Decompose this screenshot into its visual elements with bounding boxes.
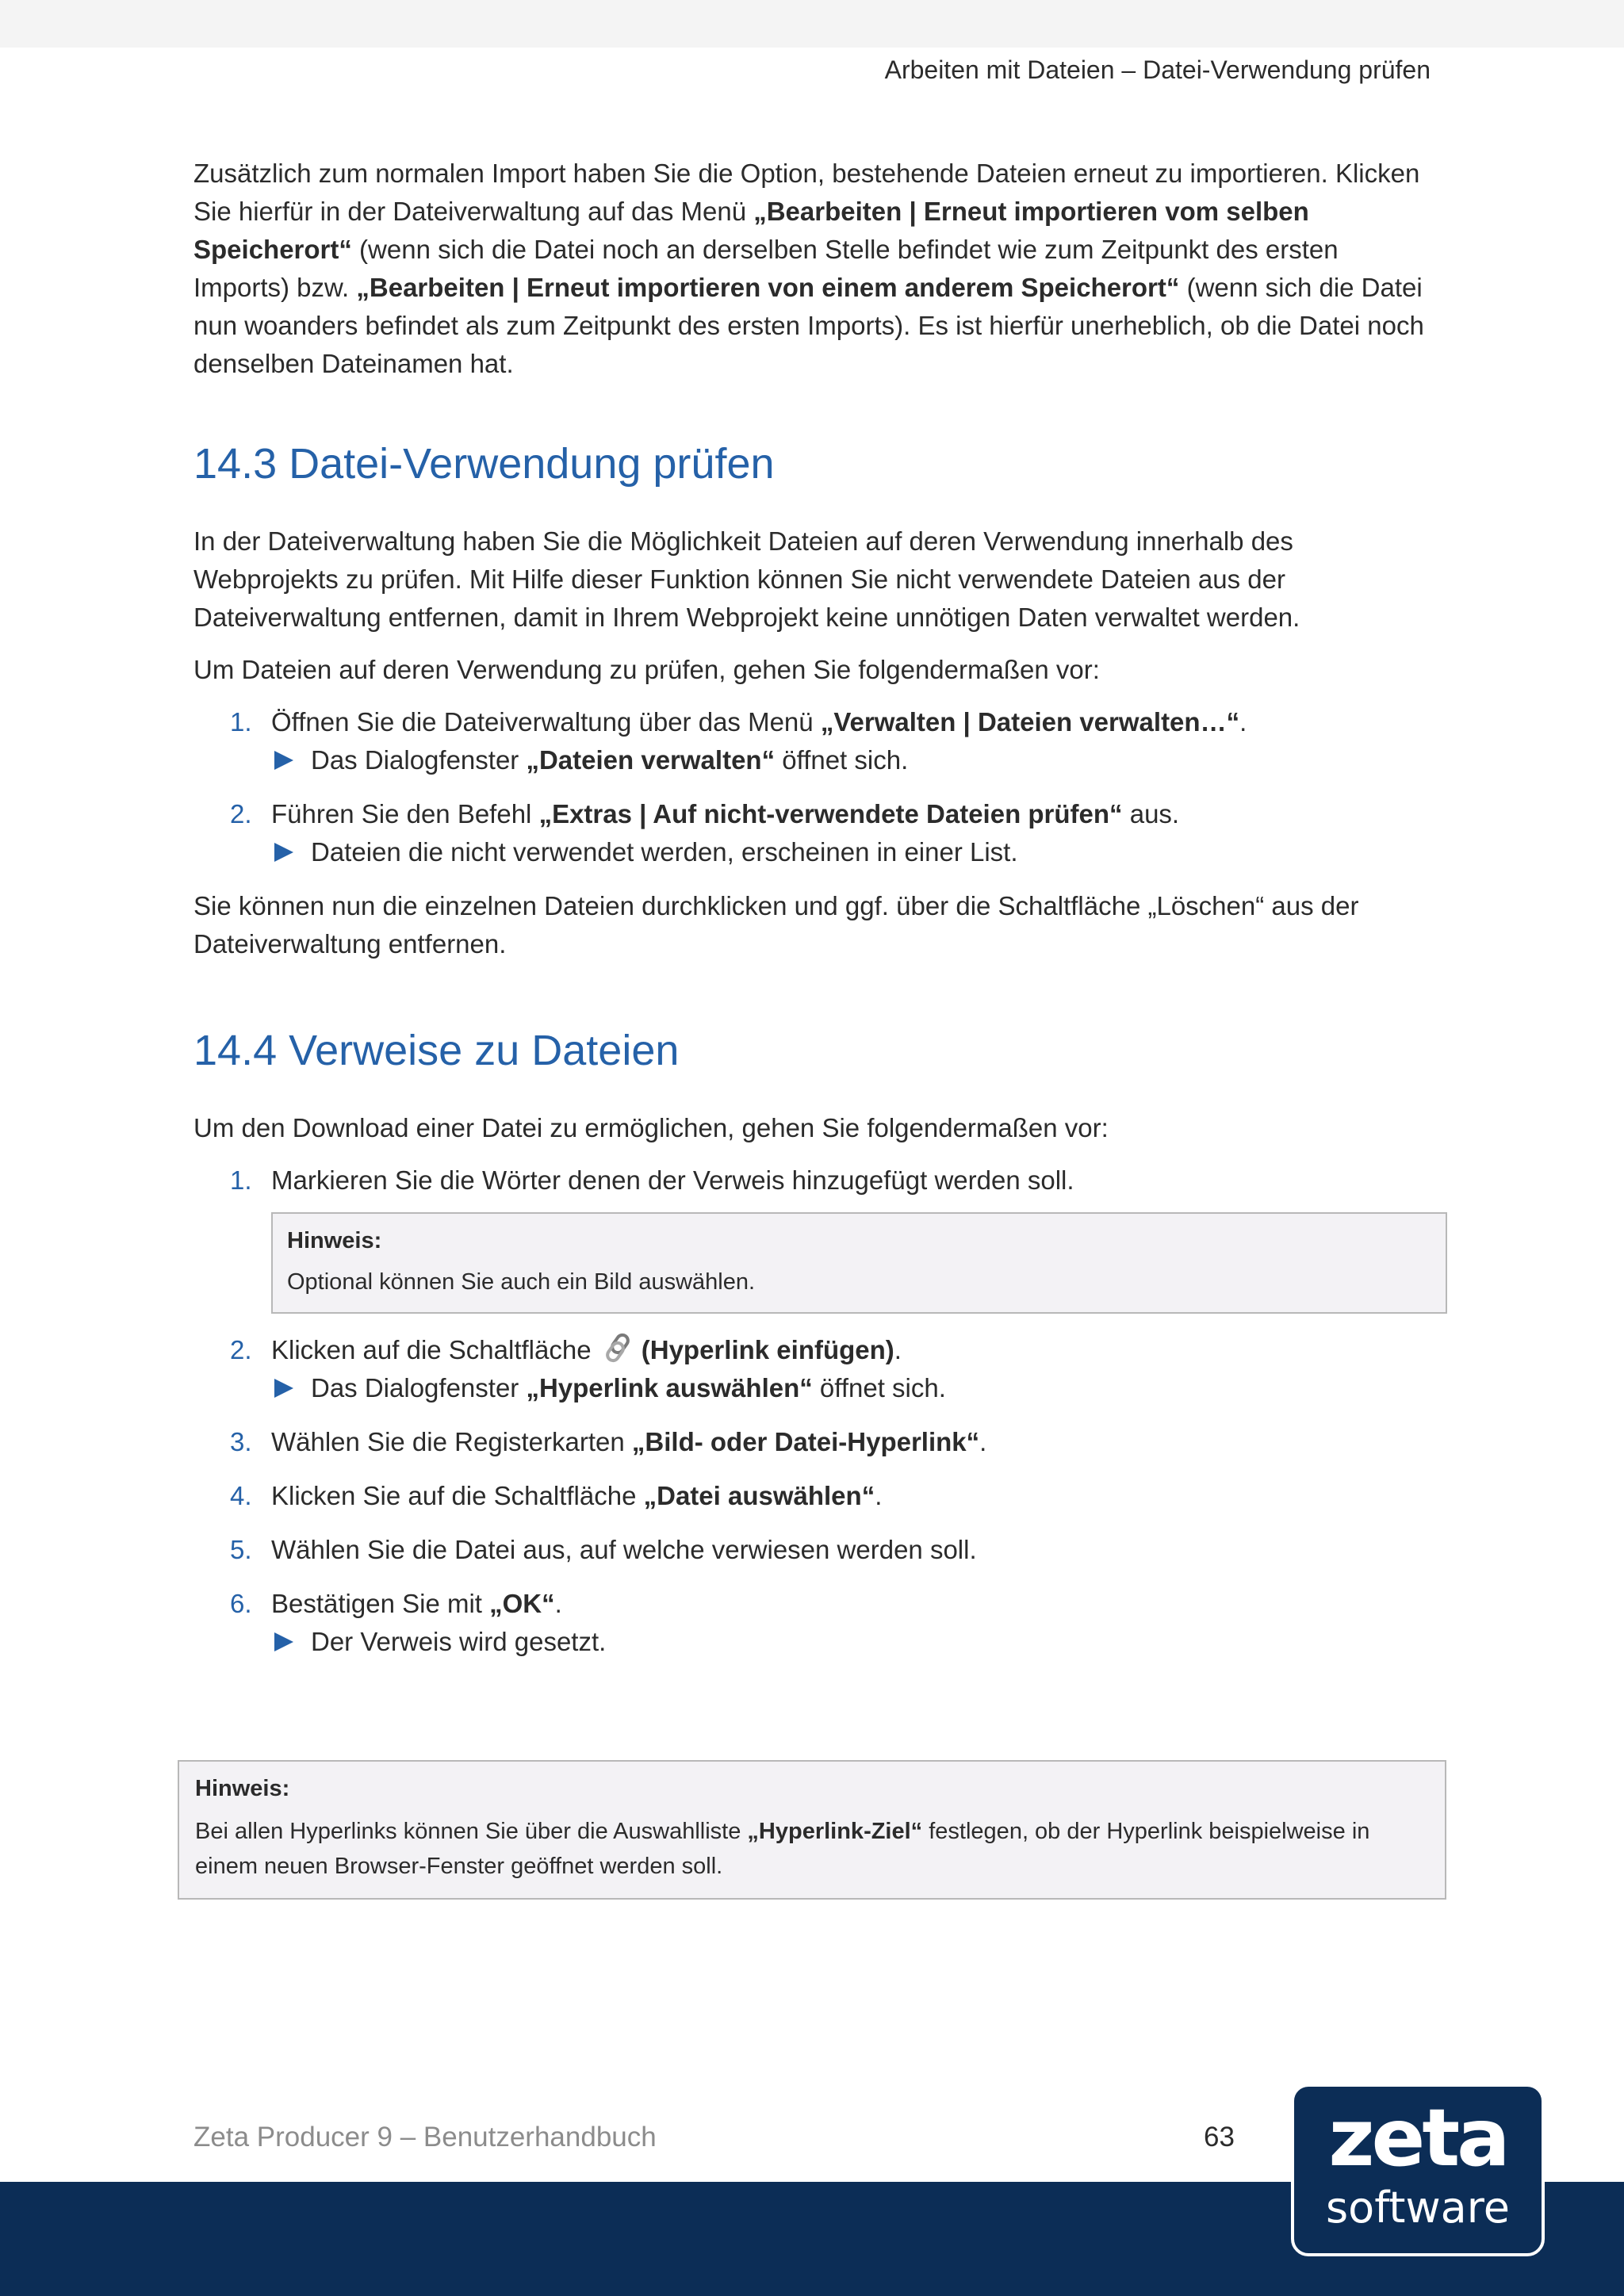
- step-number: 3.: [230, 1427, 252, 1456]
- check-usage-steps: [193, 703, 1431, 871]
- paragraph-delete-files: Sie können nun die einzelnen Dateien durchklicken und ggf. über die Schaltfläche „Löschen“ aus der Dateiverwaltung entfernen.: [193, 891, 1359, 959]
- note-text: Optional können Sie auch ein Bild auswählen.: [287, 1269, 756, 1295]
- paragraph-file-usage-intro: In der Dateiverwaltung haben Sie die Möglichkeit Dateien auf deren Verwendung innerhalb des Webprojekts zu prüfen. Mit Hilfe dieser Funktion können Sie nicht verwendete Dateien aus der Dateiverwaltung entfernen, damit in Ihrem Webprojekt keine unnötigen Daten verwaltet werden.: [193, 526, 1300, 632]
- step-open-file-manager: 1. Öffnen Sie die Dateiverwaltung über das Menü „Verwalten | Dateien verwalten…“. Das Dialogfenster „Dateien verwalten“ öffnet sich.: [193, 703, 1431, 779]
- hyperlink-chain-icon: [602, 1332, 637, 1364]
- page-content: [193, 155, 1431, 1677]
- step-number: 4.: [230, 1481, 252, 1510]
- section-heading-14-3: 14.3 Datei-Verwendung prüfen: [193, 440, 775, 488]
- result-arrow-icon: [274, 843, 293, 862]
- step-click-hyperlink-button: 2. Klicken auf die Schaltfläche (Hyperlink einfügen). Das Dialogfenster „Hyperlink auswählen“ öffnet sich.: [193, 1331, 1431, 1407]
- note-title: Hinweis:: [287, 1228, 382, 1253]
- step-number: 2.: [230, 799, 252, 828]
- step-choose-tab: 3. Wählen Sie die Registerkarten „Bild- oder Datei-Hyperlink“.: [193, 1423, 1431, 1461]
- step-number: 5.: [230, 1535, 252, 1564]
- step-number: 6.: [230, 1589, 252, 1618]
- section-heading-14-4: 14.4 Verweise zu Dateien: [193, 1027, 680, 1074]
- step-click-choose-file: 4. Klicken Sie auf die Schaltfläche „Datei auswählen“.: [193, 1477, 1431, 1515]
- step-number: 1.: [230, 1165, 252, 1195]
- result-arrow-icon: [274, 751, 293, 770]
- result-arrow-icon: [274, 1379, 293, 1398]
- step-result: Das Dialogfenster „Dateien verwalten“ öffnet sich.: [271, 741, 1431, 779]
- step-number: 2.: [230, 1335, 252, 1364]
- footer-book-title: Zeta Producer 9 – Benutzerhandbuch: [193, 2122, 657, 2152]
- running-header: Arbeiten mit Dateien – Datei-Verwendung prüfen: [884, 55, 1431, 84]
- step-result: Der Verweis wird gesetzt.: [271, 1623, 1431, 1661]
- page-number: 63: [1204, 2122, 1235, 2152]
- menu-path-reimport-same: „Bearbeiten | Erneut importieren vom selben Speicherort“: [193, 197, 1309, 264]
- note-title: Hinweis:: [195, 1776, 290, 1801]
- step-result: Dateien die nicht verwendet werden, erscheinen in einer List.: [271, 833, 1431, 871]
- note-text: Bei allen Hyperlinks können Sie über die Auswahlliste „Hyperlink-Ziel“ festlegen, ob der Hyperlink beispielweise in einem neuen Browser-Fenster geöffnet werden soll.: [195, 1819, 1370, 1879]
- step-run-check-command: 2. Führen Sie den Befehl „Extras | Auf nicht-verwendete Dateien prüfen“ aus. Dateien die nicht verwendet werden, erscheinen in einer List.: [193, 795, 1431, 871]
- paragraph-download-lead: Um den Download einer Datei zu ermöglichen, gehen Sie folgendermaßen vor:: [193, 1113, 1109, 1142]
- result-arrow-icon: [274, 1632, 293, 1651]
- page-top-strip: [0, 0, 1624, 48]
- step-pick-file: 5. Wählen Sie die Datei aus, auf welche verwiesen werden soll.: [193, 1531, 1431, 1569]
- note-optional-image: [271, 1212, 1447, 1314]
- step-confirm-ok: 6. Bestätigen Sie mit „OK“. Der Verweis wird gesetzt.: [193, 1585, 1431, 1661]
- menu-path-reimport-other: „Bearbeiten | Erneut importieren von einem anderem Speicherort“: [356, 273, 1180, 302]
- paragraph-check-steps-lead: Um Dateien auf deren Verwendung zu prüfen, gehen Sie folgendermaßen vor:: [193, 655, 1100, 684]
- step-result: Das Dialogfenster „Hyperlink auswählen“ öffnet sich.: [271, 1369, 1431, 1407]
- intro-paragraph: Zusätzlich zum normalen Import haben Sie die Option, bestehende Dateien erneut zu importieren. Klicken Sie hierfür in der Dateiverwaltung auf das Menü „Bearbeiten | Erneut importieren vom selben Speicherort“ (wenn sich die Datei noch an derselben Stelle befindet wie zum Zeitpunkt des ersten Imports) bzw. „Bearbeiten | Erneut importieren von einem anderem Speicherort“ (wenn sich die Datei nun woanders befindet als zum Zeitpunkt des ersten Imports). Es ist hierfür unerheblich, ob die Datei noch denselben Dateinamen hat.: [193, 159, 1424, 378]
- step-number: 1.: [230, 707, 252, 737]
- logo-wordmark-zeta: zeta: [1328, 2091, 1507, 2184]
- logo-wordmark-software: software: [1326, 2183, 1510, 2233]
- zeta-software-logo: [1291, 2084, 1545, 2256]
- file-link-steps-continued: [193, 1331, 1431, 1661]
- step-select-words: 1. Markieren Sie die Wörter denen der Verweis hinzugefügt werden soll.: [193, 1161, 1431, 1200]
- file-link-steps: [193, 1161, 1431, 1200]
- hint-box-hyperlink-target: [178, 1760, 1446, 1900]
